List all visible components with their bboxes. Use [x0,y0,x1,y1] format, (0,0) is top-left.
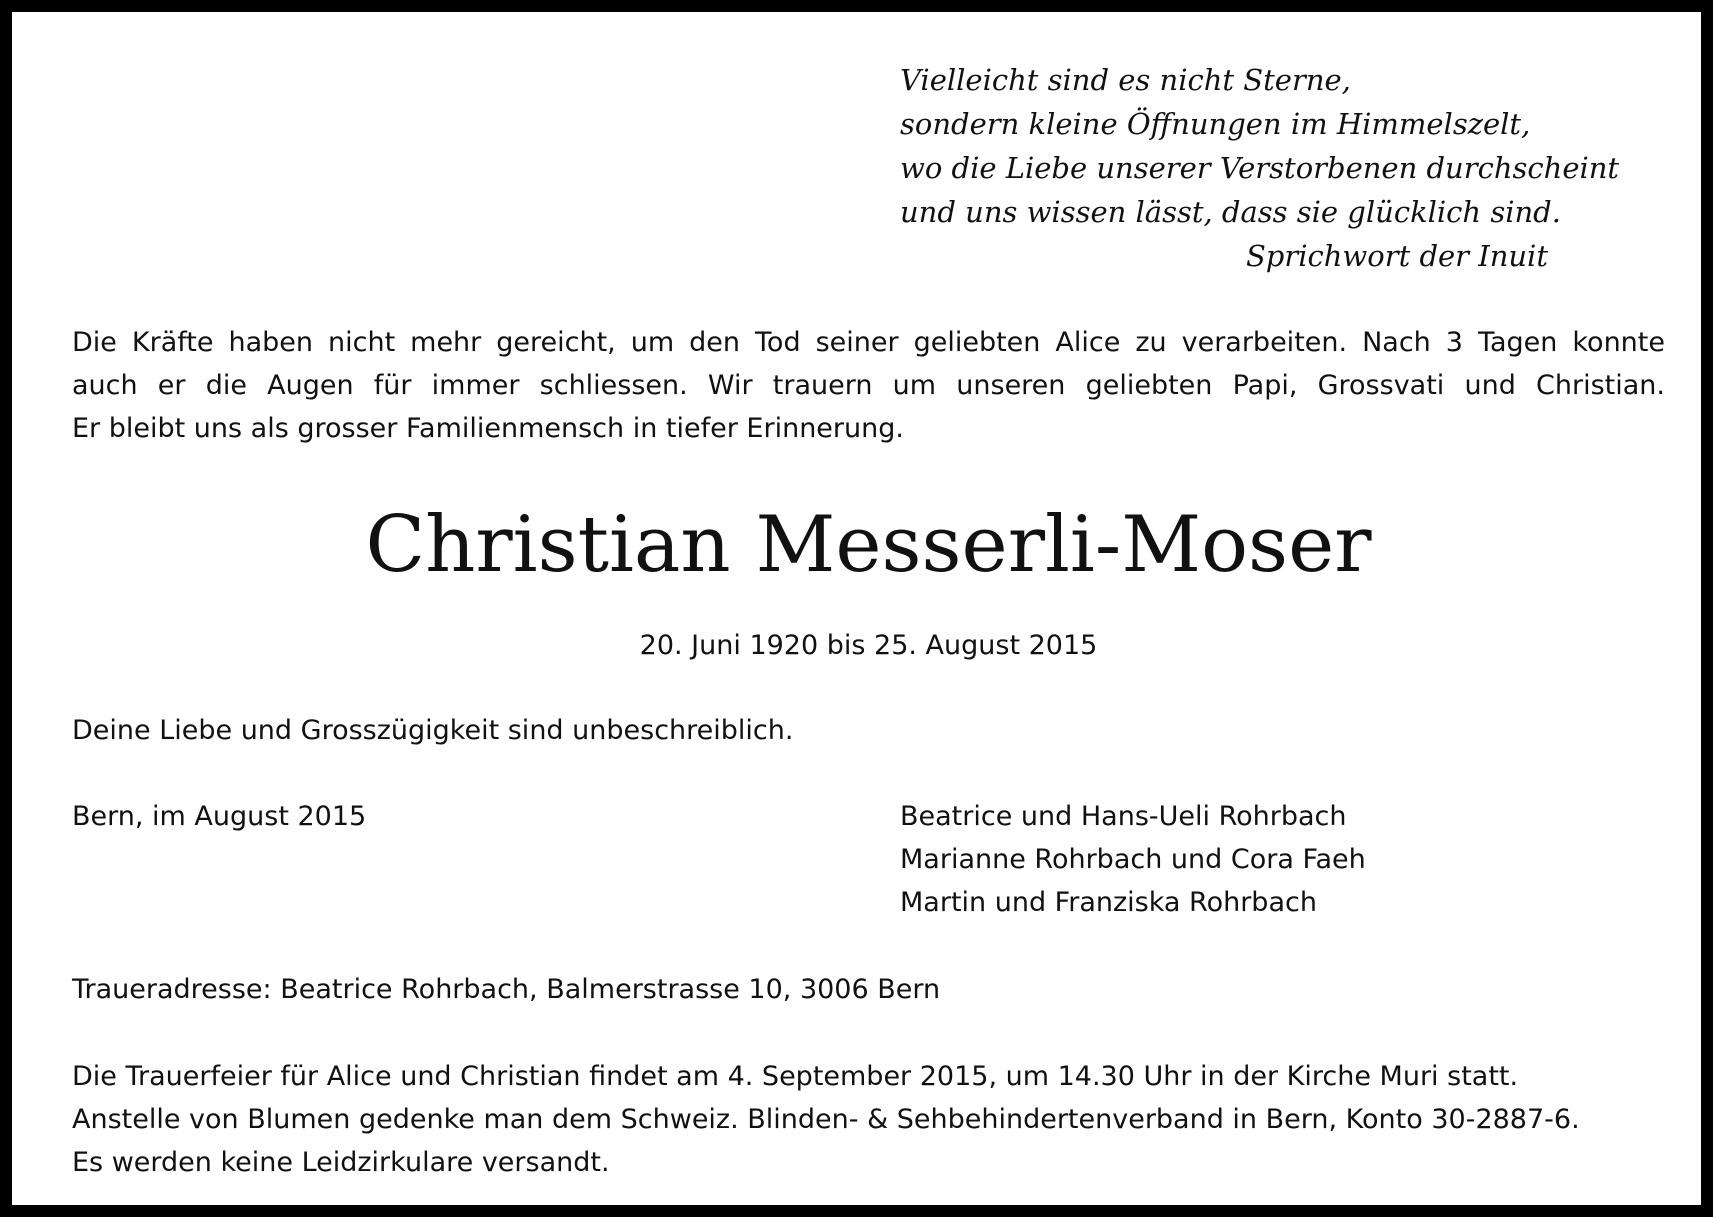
intro-line: auch er die Augen für immer schliessen. Wir trauern um unseren geliebten Papi, Grossvati und Christian. [72,370,1665,401]
quote-block [900,58,1620,234]
intro-paragraph [72,321,1665,450]
place-date: Bern, im August 2015 [72,801,367,832]
ceremony-line: Es werden keine Leidzirkulare versandt. [72,1147,610,1178]
quote-line: und uns wissen lässt, dass sie glücklich sind. [900,195,1561,229]
quote-line: sondern kleine Öffnungen im Himmelszelt, [900,107,1531,141]
signers-list [900,795,1366,924]
life-dates: 20. Juni 1920 bis 25. August 2015 [639,630,1098,661]
ceremony-line: Die Trauerfeier für Alice und Christian findet am 4. September 2015, um 14.30 Uhr in der Kirche Muri statt. [72,1061,1519,1092]
mourning-address: Traueradresse: Beatrice Rohrbach, Balmerstrasse 10, 3006 Bern [72,974,941,1005]
intro-line: Die Kräfte haben nicht mehr gereicht, um den Tod seiner geliebten Alice zu verarbeiten. Nach 3 Tagen konnte [72,327,1665,358]
ceremony-info [72,1055,1672,1184]
signer: Marianne Rohrbach und Cora Faeh [900,844,1366,875]
signer: Martin und Franziska Rohrbach [900,887,1317,918]
tribute-text: Deine Liebe und Grosszügigkeit sind unbeschreiblich. [72,715,794,746]
quote-source: Sprichwort der Inuit [1245,239,1548,273]
quote-line: Vielleicht sind es nicht Sterne, [900,63,1351,97]
ceremony-line: Anstelle von Blumen gedenke man dem Schweiz. Blinden- & Sehbehindertenverband in Bern, Konto 30-2887-6. [72,1104,1580,1135]
quote-line: wo die Liebe unserer Verstorbenen durchscheint [900,151,1620,185]
intro-line: Er bleibt uns als grosser Familienmensch in tiefer Erinnerung. [72,413,904,444]
deceased-name: Christian Messerli-Moser [365,500,1372,590]
signer: Beatrice und Hans-Ueli Rohrbach [900,801,1347,832]
